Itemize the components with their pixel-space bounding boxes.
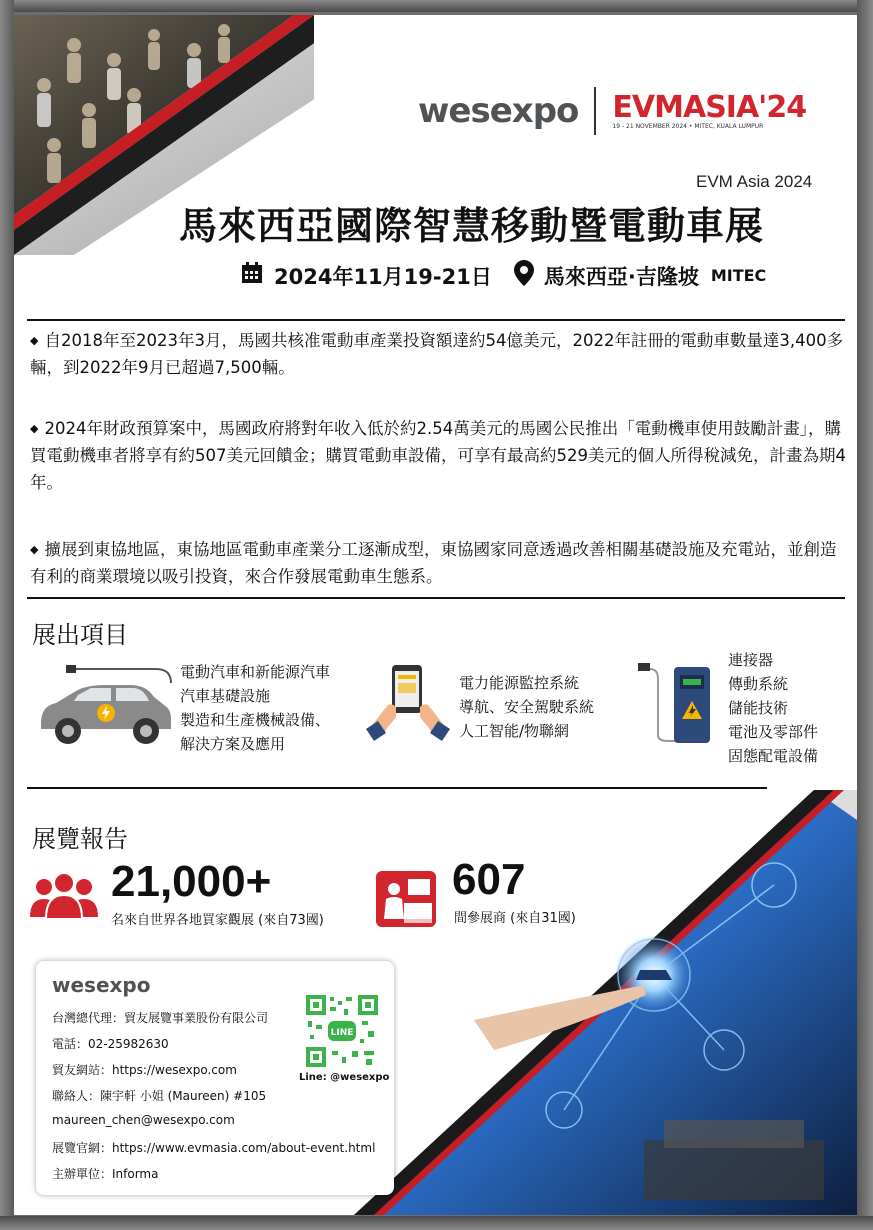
exhibit-item: 電池及零部件 xyxy=(728,723,819,741)
line-id: Line: @wesexpo xyxy=(299,1072,390,1083)
electric-car-icon xyxy=(36,661,176,755)
bullet-icon: ◆ xyxy=(30,334,39,347)
exhibit-item: 電力能源監控系統 xyxy=(459,674,580,692)
exhibit-item: 導航、安全駕駛系統 xyxy=(459,698,595,716)
evm-logo-sub: 19 - 21 NOVEMBER 2024 • MITEC, KUALA LUMPUR xyxy=(612,122,764,130)
exhibits-title: 展出項目 xyxy=(32,621,128,649)
ev-charger-icon xyxy=(634,657,714,751)
intro-paragraph-3: ◆ 擴展到東協地區，東協地區電動車產業分工逐漸成型，東協國家同意透過改善相關基礎設施及充電站，並創造有利的商業環境以吸引投資，來合作發展電動車生態系。 xyxy=(30,540,837,586)
exhibitors-label: 間參展商 (來自31國) xyxy=(454,911,576,926)
smart-mobility-photo xyxy=(344,790,857,1215)
exhibit-group-3 xyxy=(728,648,818,768)
organizer: 主辦單位：Informa xyxy=(52,1167,159,1181)
bullet-icon: ◆ xyxy=(30,543,39,556)
event-info xyxy=(240,260,766,291)
frame-top xyxy=(0,0,873,12)
qr-line-text: LINE xyxy=(330,1028,354,1038)
exhibit-item: 傳動系統 xyxy=(728,675,789,693)
contact-phone: 電話：02-25982630 xyxy=(52,1037,169,1051)
report-title: 展覽報告 xyxy=(32,825,128,853)
bullet-icon: ◆ xyxy=(30,422,39,435)
contact-agent: 台灣總代理：貿友展覽事業股份有限公司 xyxy=(52,1011,269,1025)
divider-1 xyxy=(27,319,845,321)
exhibitor-booth-icon xyxy=(374,869,438,933)
contact-person: 聯絡人：陳宇軒 小姐 (Maureen) #105 xyxy=(52,1089,267,1103)
frame-bottom xyxy=(0,1216,873,1230)
divider-3 xyxy=(27,787,767,789)
line-qr-code[interactable] xyxy=(306,995,378,1067)
exhibitors-count: 607 xyxy=(452,855,526,904)
wesexpo-logo-small: wesexpo xyxy=(52,973,151,997)
exhibit-item: 人工智能/物聯網 xyxy=(459,722,570,740)
intro-paragraph-1: ◆ 自2018年至2023年3月，馬國共核准電動車產業投資額達約54億美元，2022年註冊的電動車數量達3,400多輛，到2022年9月已超過7,500輛。 xyxy=(30,331,844,377)
event-location: 馬來西亞·吉隆坡 xyxy=(543,264,699,289)
event-website[interactable]: 展覽官網：https://www.evmasia.com/about-event.html xyxy=(52,1141,376,1155)
exhibit-item: 製造和生產機械設備、 xyxy=(180,711,331,729)
frame-left xyxy=(0,0,14,1230)
exhibit-item: 儲能技術 xyxy=(728,699,789,717)
exhibit-item: 解決方案及應用 xyxy=(180,735,286,753)
logo-divider xyxy=(594,87,596,135)
event-title: 馬來西亞國際智慧移動暨電動車展 xyxy=(179,204,765,248)
location-pin-icon xyxy=(514,260,534,291)
event-date: 2024年11月19-21日 xyxy=(274,264,492,289)
contact-website[interactable]: 貿友網站：https://wesexpo.com xyxy=(52,1063,237,1077)
wesexpo-logo: wesexpo xyxy=(418,91,579,131)
evm-asia-logo xyxy=(612,89,807,130)
contact-card xyxy=(36,961,394,1195)
visitors-count: 21,000+ xyxy=(111,857,272,906)
visitors-group-icon xyxy=(30,873,98,923)
divider-2 xyxy=(27,597,845,599)
exhibit-item: 固態配電設備 xyxy=(728,747,819,765)
brand-logos xyxy=(418,87,806,135)
contact-email[interactable]: maureen_chen@wesexpo.com xyxy=(52,1113,235,1127)
calendar-icon xyxy=(240,261,264,290)
exhibit-group-2 xyxy=(459,671,594,743)
flyer-page xyxy=(14,15,857,1215)
exhibit-group-1 xyxy=(180,660,330,756)
exhibit-item: 汽車基礎設施 xyxy=(180,687,271,705)
visitors-label: 名來自世界各地買家觀展 (來自73國) xyxy=(111,913,324,928)
exhibit-item: 電動汽車和新能源汽車 xyxy=(180,663,331,681)
frame-right xyxy=(857,0,873,1230)
smartphone-hands-icon xyxy=(366,663,450,749)
event-venue: MITEC xyxy=(710,266,767,285)
event-subtitle: EVM Asia 2024 xyxy=(696,172,813,191)
exhibit-item: 連接器 xyxy=(728,651,774,669)
intro-paragraph-2: ◆ 2024年財政預算案中，馬國政府將對年收入低於約2.54萬美元的馬國公民推出「電動機車使用鼓勵計畫」，購買電動機車者將享有約507美元回饋金；購買電動車設備，可享有最高約529美元的個人所得稅減免，計畫為期4年。 xyxy=(30,419,846,492)
evm-logo-text: EVMASIA'24 xyxy=(612,89,807,125)
